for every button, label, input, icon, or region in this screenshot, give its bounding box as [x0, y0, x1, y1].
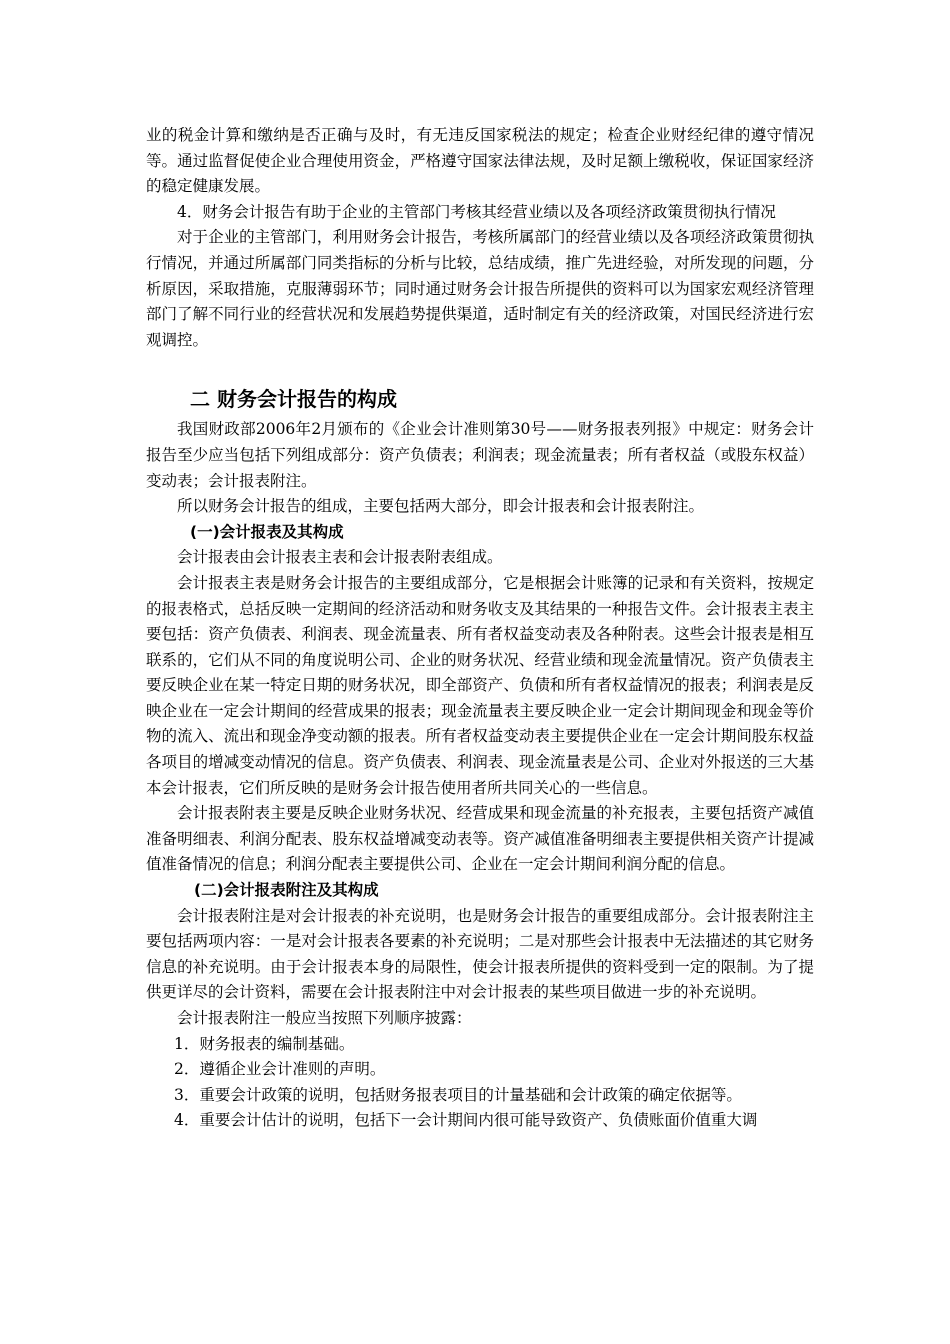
paragraph-disclosure-order: 会计报表附注一般应当按照下列顺序披露： — [177, 1009, 472, 1027]
subsection-title-statements: (一)会计报表及其构成 — [190, 522, 344, 541]
list-item: 3．重要会计政策的说明，包括财务报表项目的计量基础和会计政策的确定依据等。 — [174, 1085, 742, 1104]
paragraph-main-statements: 会计报表主表是财务会计报告的主要组成部分，它是根据会计账簿的记录和有关资料，按规定的报表格式，总括反映一定期间的经济活动和财务收支及其结果的一种报告文件。会计报表主表主要包括：资产负债表、利润表、现金流量表、所有者权益变动表及各种附表。这些会计报表是相互联系的，它们从不同的角度说明公司、企业的财务状况、经营业绩和现金流量情况。资产负债表主要反映企业在某一特定日期的财务状况，即全部资产、负债和所有者权益情况的报表；利润表是反映企业在一定会计期间的经营成果的报表；现金流量表主要反映企业一定会计期间现金和现金等价物的流入、流出和现金净变动额的报表。所有者权益变动表主要提供企业在一定会计期间股东权益各项目的增减变动情况的信息。资产负债表、利润表、现金流量表是公司、企业对外报送的三大基本会计报表，它们所反映的是财务会计报告使用者所共同关心的一些信息。 — [146, 573, 814, 797]
list-item: 4．重要会计估计的说明，包括下一会计期间内很可能导致资产、负债账面价值重大调 — [174, 1111, 758, 1130]
list-item: 1．财务报表的编制基础。 — [174, 1034, 355, 1053]
list-item: 2．遵循企业会计准则的声明。 — [174, 1060, 386, 1079]
paragraph-two-parts: 所以财务会计报告的组成，主要包括两大部分，即会计报表和会计报表附注。 — [177, 497, 705, 516]
section-title-report-composition: 二 财务会计报告的构成 — [190, 387, 397, 412]
section-spacer — [146, 353, 814, 385]
paragraph-ministry-regulation: 我国财政部2006年2月颁布的《企业会计准则第30号——财务报表列报》中规定：财务会计报告至少应当包括下列组成部分：资产负债表；利润表；现金流量表；所有者权益（或股东权益）变动表；会计报表附注。 — [146, 420, 814, 490]
item-4-heading: 4．财务会计报告有助于企业的主管部门考核其经营业绩以及各项经济政策贯彻执行情况 — [177, 202, 776, 221]
subsection-title-notes: (二)会计报表附注及其构成 — [194, 881, 379, 900]
document-body — [146, 123, 814, 1134]
paragraph-notes-definition: 会计报表附注是对会计报表的补充说明，也是财务会计报告的重要组成部分。会计报表附注主要包括两项内容：一是对会计报表各要素的补充说明；二是对那些会计报表中无法描述的其它财务信息的补充说明。由于会计报表本身的局限性，使会计报表所提供的资料受到一定的限制。为了提供更详尽的会计资料，需要在会计报表附注中对会计报表的某些项目做进一步的补充说明。 — [146, 906, 814, 1002]
paragraph-supervising-department: 对于企业的主管部门，利用财务会计报告，考核所属部门的经营业绩以及各项经济政策贯彻执行情况，并通过所属部门同类指标的分析与比较，总结成绩，推广先进经验，对所发现的问题，分析原因，采取措施，克服薄弱环节；同时通过财务会计报告所提供的资料可以为国家宏观经济管理部门了解不同行业的经营状况和发展趋势提供渠道，适时制定有关的经济政策，对国民经济进行宏观调控。 — [146, 228, 814, 349]
paragraph-tax-supervision: 业的税金计算和缴纳是否正确与及时，有无违反国家税法的规定；检查企业财经纪律的遵守情况等。通过监督促使企业合理使用资金，严格遵守国家法律法规，及时足额上缴税收，保证国家经济的稳定健康发展。 — [146, 126, 814, 196]
paragraph-statements-composition: 会计报表由会计报表主表和会计报表附表组成。 — [177, 548, 503, 567]
paragraph-supplementary-statements: 会计报表附表主要是反映企业财务状况、经营成果和现金流量的补充报表，主要包括资产减值准备明细表、利润分配表、股东权益增减变动表等。资产减值准备明细表主要提供相关资产计提减值准备情况的信息；利润分配表主要提供公司、企业在一定会计期间利润分配的信息。 — [146, 804, 814, 874]
